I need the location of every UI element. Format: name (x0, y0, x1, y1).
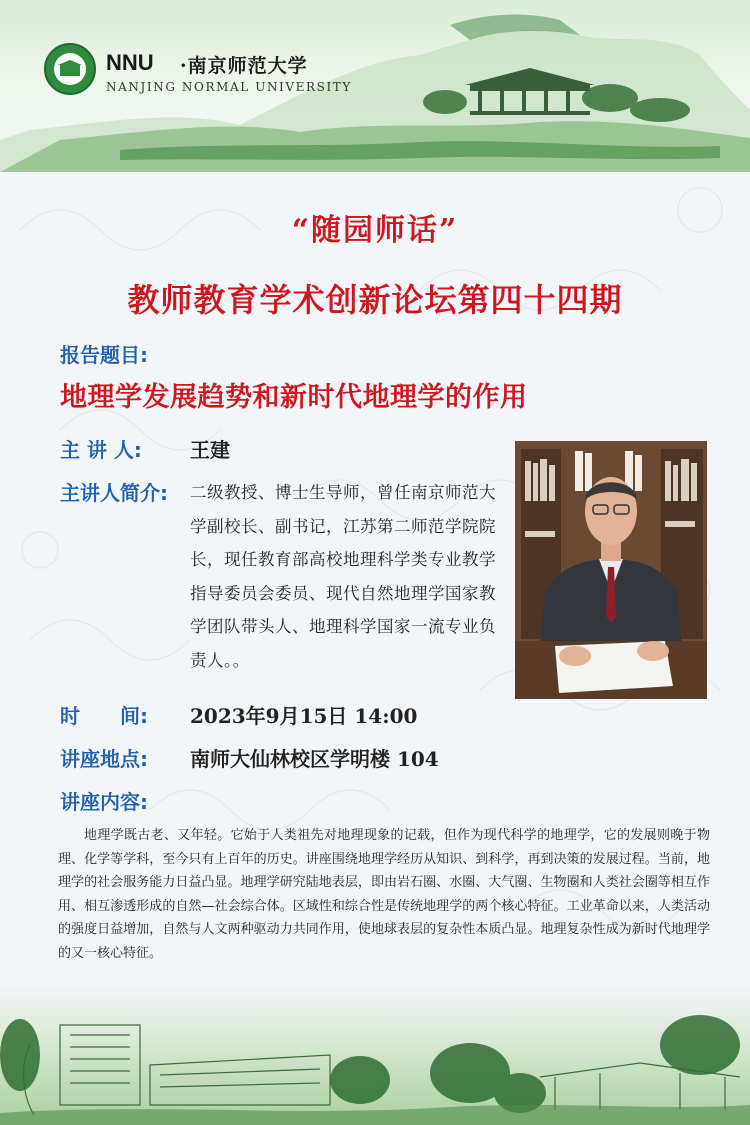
content-label: 讲座内容: (60, 790, 148, 814)
content-text: 地理学既古老、又年轻。它始于人类祖先对地理现象的记载，但作为现代科学的地理学，它的发展则晚于物理、化学等学科，至今只有上百年的历史。讲座围绕地理学经历从知识、到科学，再到决策的发展过程。当前，地理学的社会服务能力日益凸显。地理学研究陆地表层，即由岩石圈、水圈、大气圈、生物圈和人类社会圈等相互作用、相互渗透形成的自然—社会综合体。区域性和综合性是传统地理学的两个核心特征。工业革命以来，人类活动的强度日益增加，自然与人文两种驱动力共同作用，使地球表层的复杂性本质凸显。地理复杂性成为新时代地理学的又一核心特征。 (58, 828, 710, 961)
forum-title: 教师教育学术创新论坛第四十四期 (127, 281, 623, 319)
speaker-photo (515, 441, 707, 699)
logo-english-name: NANJING NORMAL UNIVERSITY (106, 80, 352, 94)
university-logo-icon (44, 43, 96, 95)
venue-label: 讲座地点: (60, 747, 148, 771)
speaker-label: 主 讲 人: (60, 438, 142, 462)
series-title: “随园师话” (291, 213, 459, 248)
venue-value: 南师大仙林校区学明楼 104 (190, 747, 439, 771)
topic-value: 地理学发展趋势和新时代地理学的作用 (60, 382, 528, 413)
campus-footer-illustration (0, 985, 750, 1125)
header-banner (0, 0, 750, 172)
speaker-intro: 二级教授、博士生导师，曾任南京师范大学副校长、副书记，江苏第二师范学院院长，现任教育部高校地理科学类专业教学指导委员会委员、现代自然地理学国家教学团队带头人、地理科学国家一流专业负责人。。 (190, 483, 496, 670)
logo-chinese-name: ·南京师范大学 (180, 55, 308, 77)
time-value: 2023年9月15日 14:00 (190, 704, 418, 728)
topic-label: 报告题目: (60, 343, 148, 367)
speaker-name: 王建 (190, 438, 230, 462)
time-label: 时 间: (60, 704, 148, 728)
logo-abbreviation: NNU (106, 50, 154, 75)
speaker-intro-label: 主讲人简介: (60, 481, 168, 505)
